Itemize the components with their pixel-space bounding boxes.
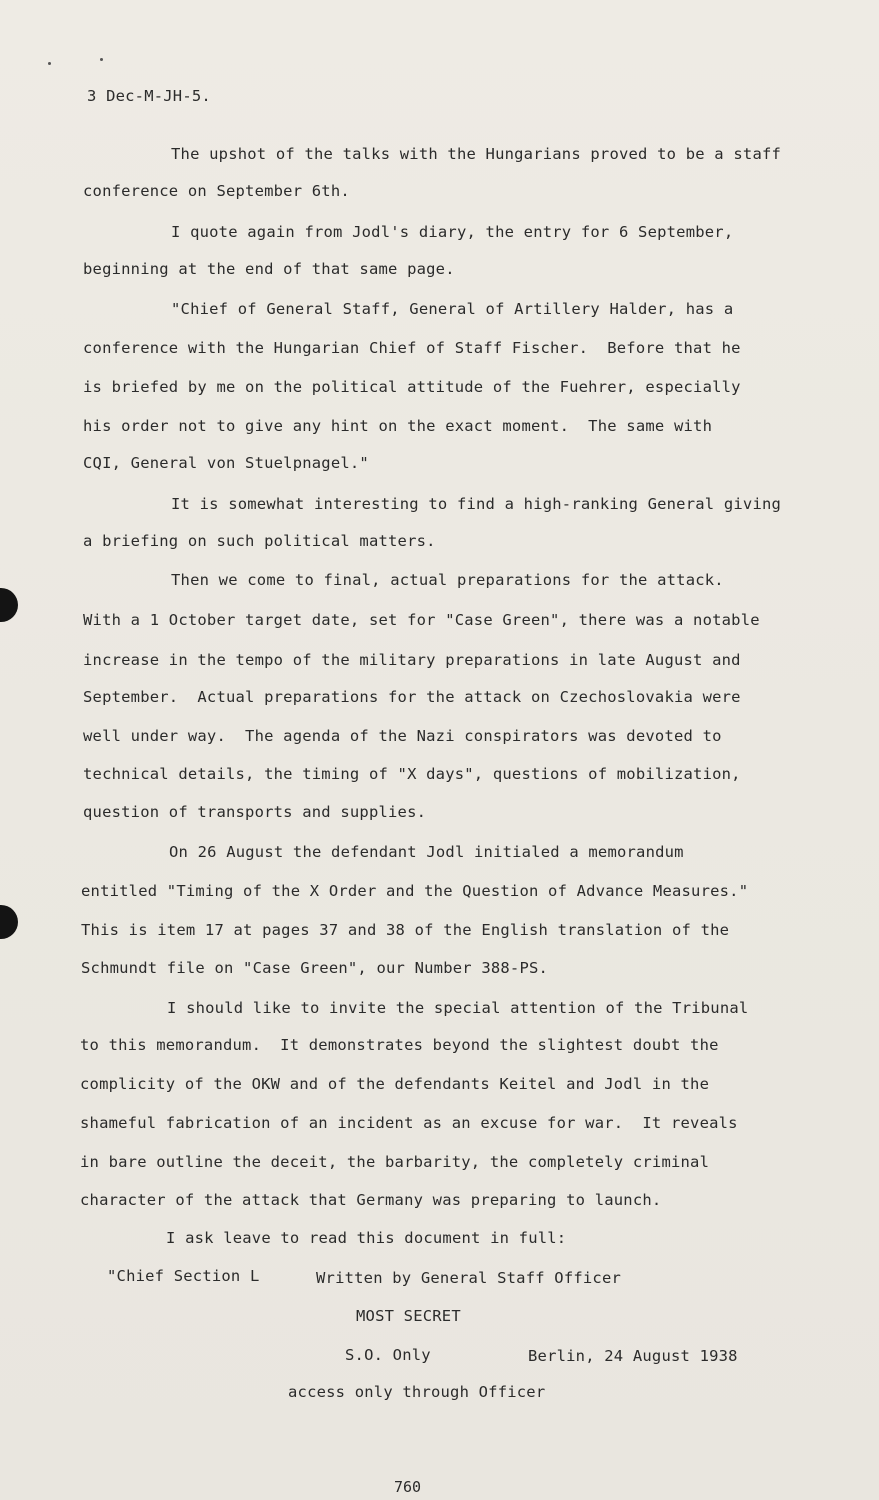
body-line: Then we come to final, actual preparations for the attack. xyxy=(171,571,724,589)
punch-hole-mark xyxy=(0,905,18,939)
body-line: CQI, General von Stuelpnagel." xyxy=(83,454,369,472)
quoted-document-access: access only through Officer xyxy=(288,1383,546,1401)
document-reference: 3 Dec-M-JH-5. xyxy=(87,87,211,105)
paper-speck xyxy=(100,58,103,61)
body-line: September. Actual preparations for the attack on Czechoslovakia were xyxy=(83,688,741,706)
body-line: It is somewhat interesting to find a high-ranking General giving xyxy=(171,495,782,513)
body-line: Schmundt file on "Case Green", our Number 388-PS. xyxy=(81,959,549,977)
page-number: 760 xyxy=(394,1478,422,1496)
body-line: With a 1 October target date, set for "Case Green", there was a notable xyxy=(83,611,760,629)
body-line: entitled "Timing of the X Order and the Question of Advance Measures." xyxy=(81,882,749,900)
body-line: The upshot of the talks with the Hungarians proved to be a staff xyxy=(171,145,782,163)
quoted-document-author: Written by General Staff Officer xyxy=(316,1269,622,1287)
body-line: I should like to invite the special attention of the Tribunal xyxy=(167,999,749,1017)
body-line: I ask leave to read this document in full: xyxy=(166,1229,567,1247)
punch-hole-mark xyxy=(0,588,18,622)
body-line: technical details, the timing of "X days", questions of mobilization, xyxy=(83,765,741,783)
body-line: conference with the Hungarian Chief of Staff Fischer. Before that he xyxy=(83,339,741,357)
body-line: beginning at the end of that same page. xyxy=(83,260,455,278)
body-line: This is item 17 at pages 37 and 38 of the English translation of the xyxy=(81,921,730,939)
body-line: well under way. The agenda of the Nazi conspirators was devoted to xyxy=(83,727,722,745)
body-line: "Chief of General Staff, General of Artillery Halder, has a xyxy=(171,300,734,318)
quoted-document-distribution: S.O. Only xyxy=(345,1346,431,1364)
quoted-document-classification: MOST SECRET xyxy=(356,1307,461,1325)
body-line: increase in the tempo of the military preparations in late August and xyxy=(83,651,741,669)
body-line: shameful fabrication of an incident as an excuse for war. It reveals xyxy=(80,1114,738,1132)
body-line: On 26 August the defendant Jodl initialed a memorandum xyxy=(169,843,684,861)
quoted-document-from: "Chief Section L xyxy=(107,1267,260,1285)
body-line: question of transports and supplies. xyxy=(83,803,427,821)
body-line: in bare outline the deceit, the barbarity, the completely criminal xyxy=(80,1153,710,1171)
body-line: is briefed by me on the political attitude of the Fuehrer, especially xyxy=(83,378,741,396)
body-line: to this memorandum. It demonstrates beyond the slightest doubt the xyxy=(80,1036,719,1054)
body-line: complicity of the OKW and of the defendants Keitel and Jodl in the xyxy=(80,1075,710,1093)
body-line: conference on September 6th. xyxy=(83,182,350,200)
body-line: I quote again from Jodl's diary, the entry for 6 September, xyxy=(171,223,734,241)
quoted-document-place-date: Berlin, 24 August 1938 xyxy=(528,1347,738,1365)
body-line: his order not to give any hint on the exact moment. The same with xyxy=(83,417,713,435)
body-line: a briefing on such political matters. xyxy=(83,532,436,550)
paper-speck xyxy=(48,62,51,65)
body-line: character of the attack that Germany was preparing to launch. xyxy=(80,1191,662,1209)
